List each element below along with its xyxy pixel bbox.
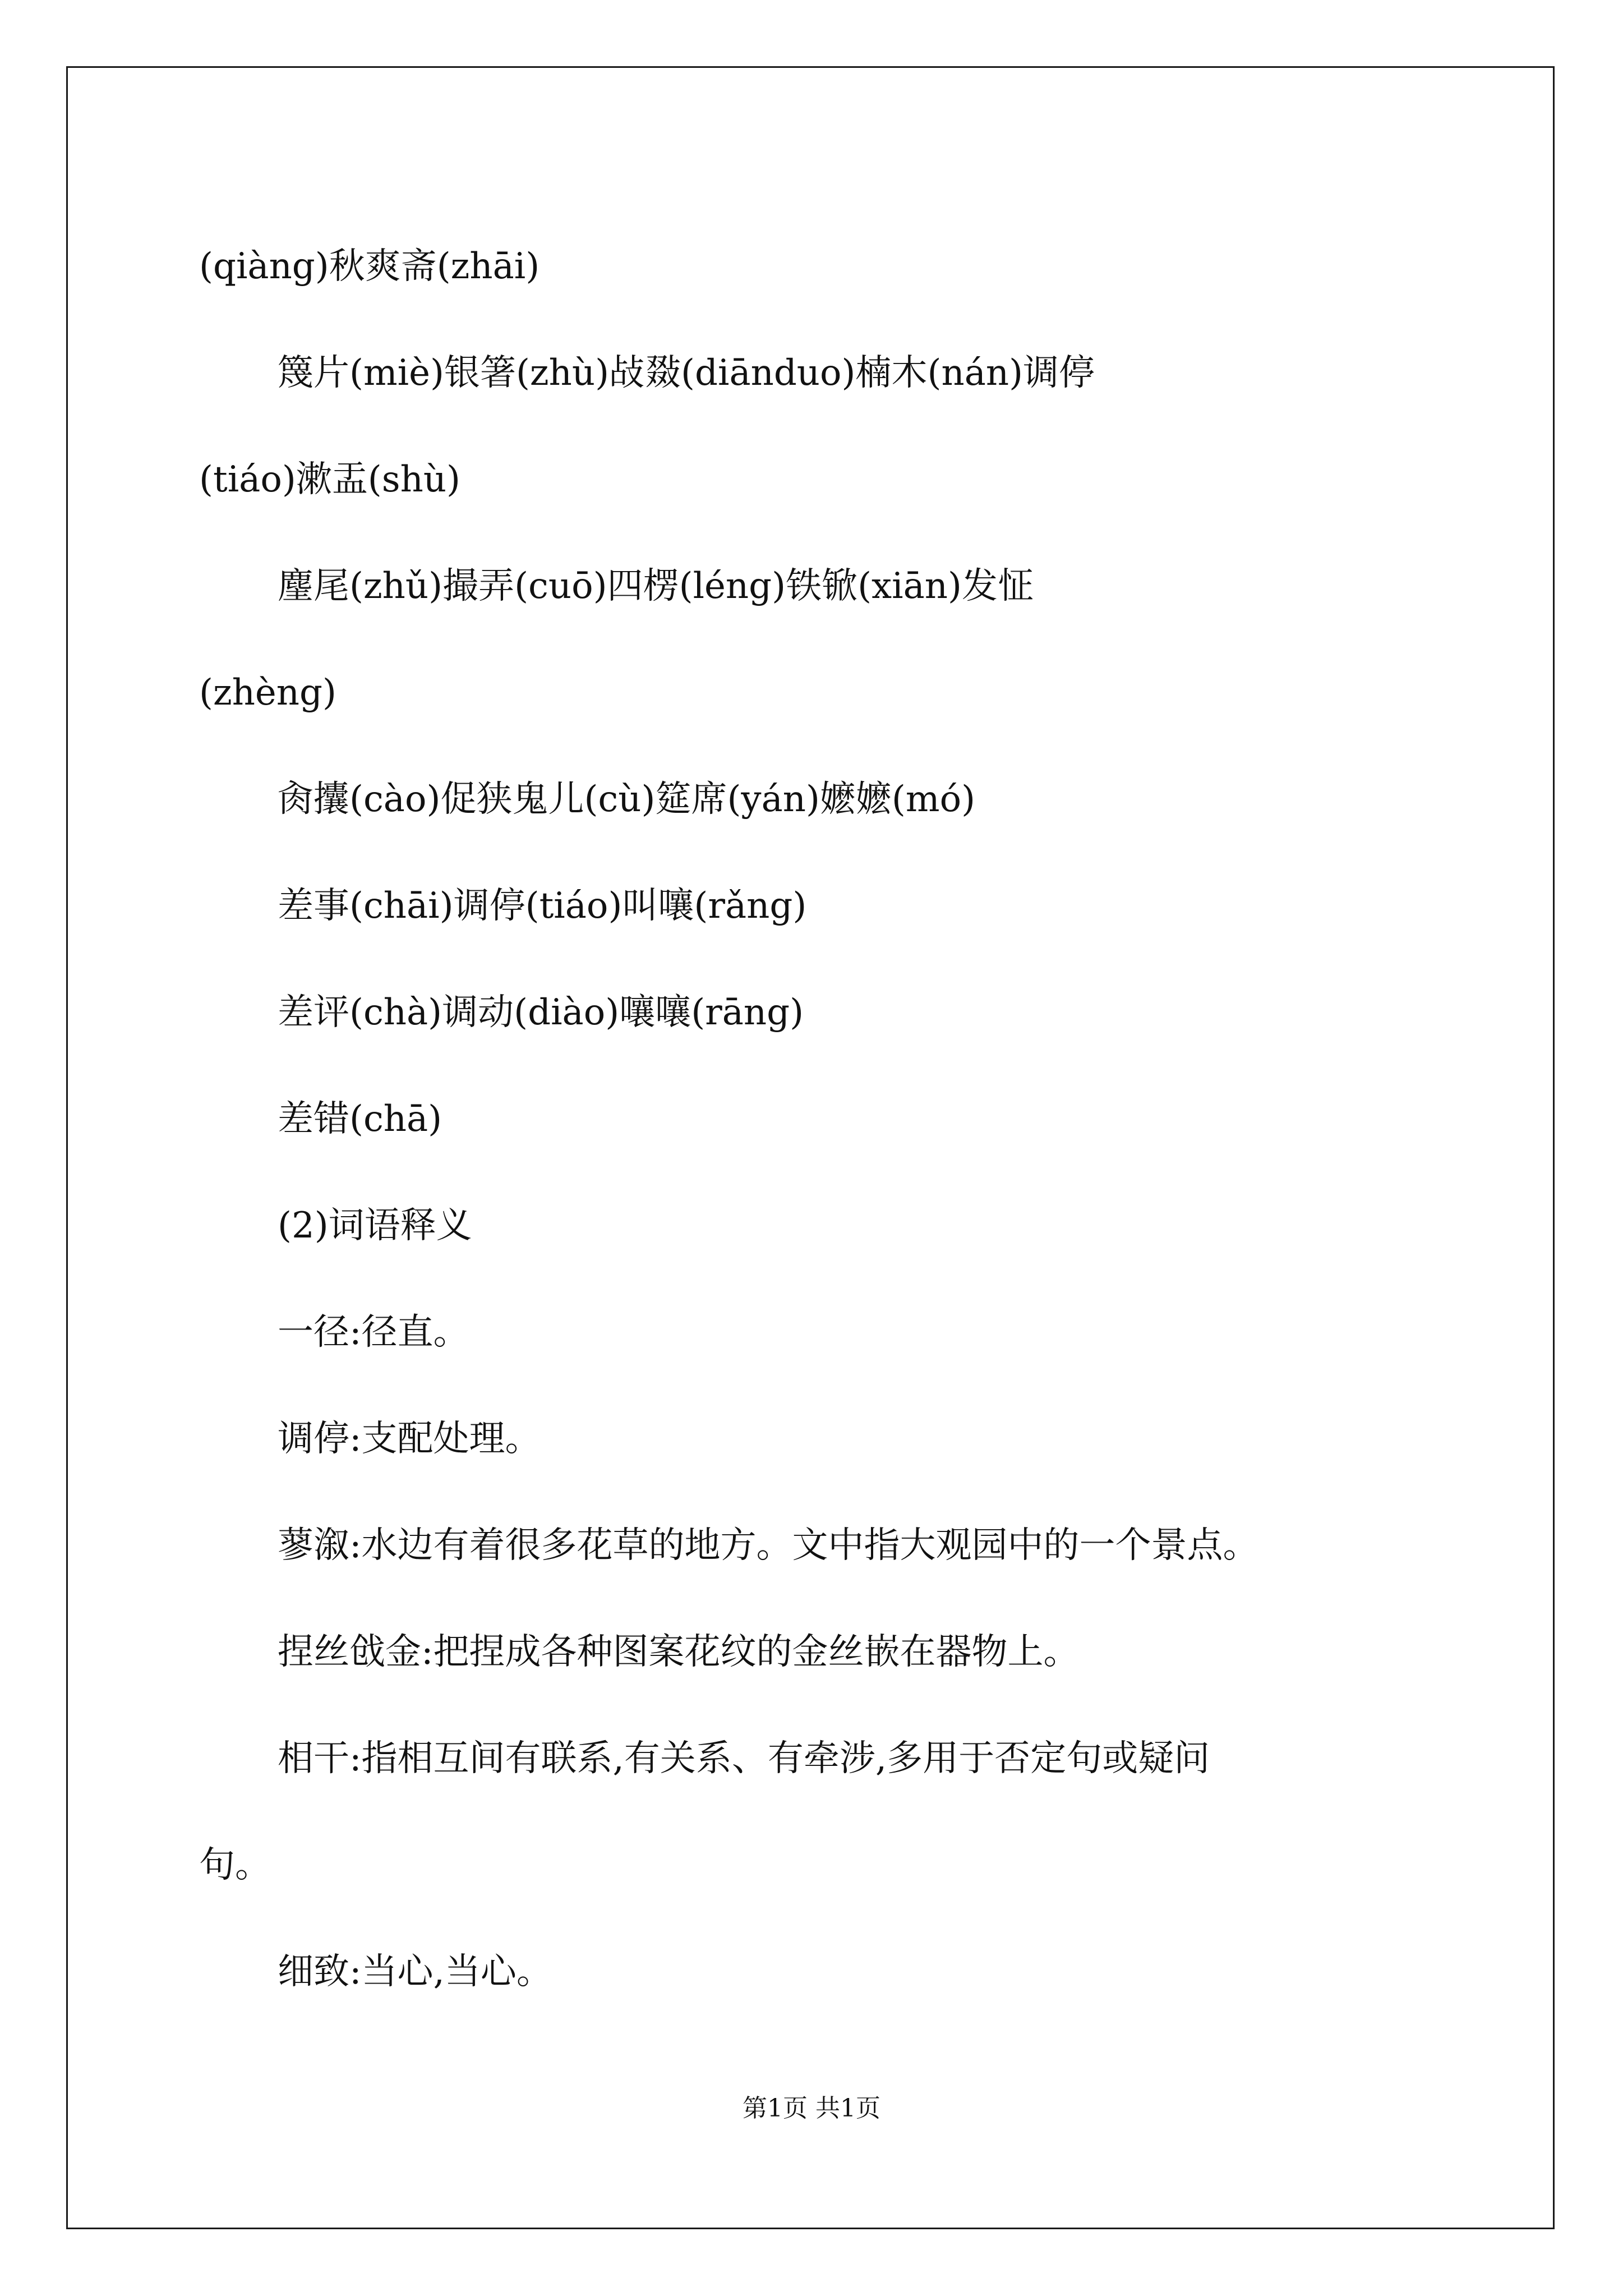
- section-heading: (2)词语释义: [278, 1205, 472, 1246]
- text-line: 肏攮(cào)促狭鬼儿(cù)筵席(yán)嬷嬷(mó): [278, 779, 976, 820]
- text-line: 麈尾(zhǔ)撮弄(cuō)四楞(léng)铁锨(xiān)发怔: [278, 565, 1034, 607]
- definition-line: 细致:当心,当心。: [278, 1951, 552, 1993]
- document-body: [199, 213, 1422, 2025]
- text-line: 差评(chà)调动(diào)嚷嚷(rāng): [278, 992, 804, 1033]
- definition-line: 相干:指相互间有联系,有关系、有牵涉,多用于否定句或疑问: [278, 1738, 1210, 1779]
- text-line: 差事(chāi)调停(tiáo)叫嚷(rǎng): [278, 885, 807, 927]
- definition-line: 捏丝戗金:把捏成各种图案花纹的金丝嵌在器物上。: [278, 1631, 1080, 1673]
- text-line: 篾片(miè)银箸(zhù)敁敠(diānduo)楠木(nán)调停: [278, 352, 1095, 394]
- definition-line-continued: 句。: [199, 1844, 271, 1886]
- text-line: (qiàng)秋爽斋(zhāi): [199, 246, 540, 287]
- page-number-footer: 第1页 共1页: [743, 2094, 880, 2123]
- definition-line: 一径:径直。: [278, 1312, 469, 1353]
- text-line: (zhèng): [199, 672, 336, 714]
- definition-line: 蓼溆:水边有着很多花草的地方。文中指大观园中的一个景点。: [278, 1525, 1259, 1566]
- definition-line: 调停:支配处理。: [278, 1418, 541, 1460]
- text-line: (tiáo)漱盂(shù): [199, 459, 461, 500]
- text-line: 差错(chā): [278, 1098, 442, 1140]
